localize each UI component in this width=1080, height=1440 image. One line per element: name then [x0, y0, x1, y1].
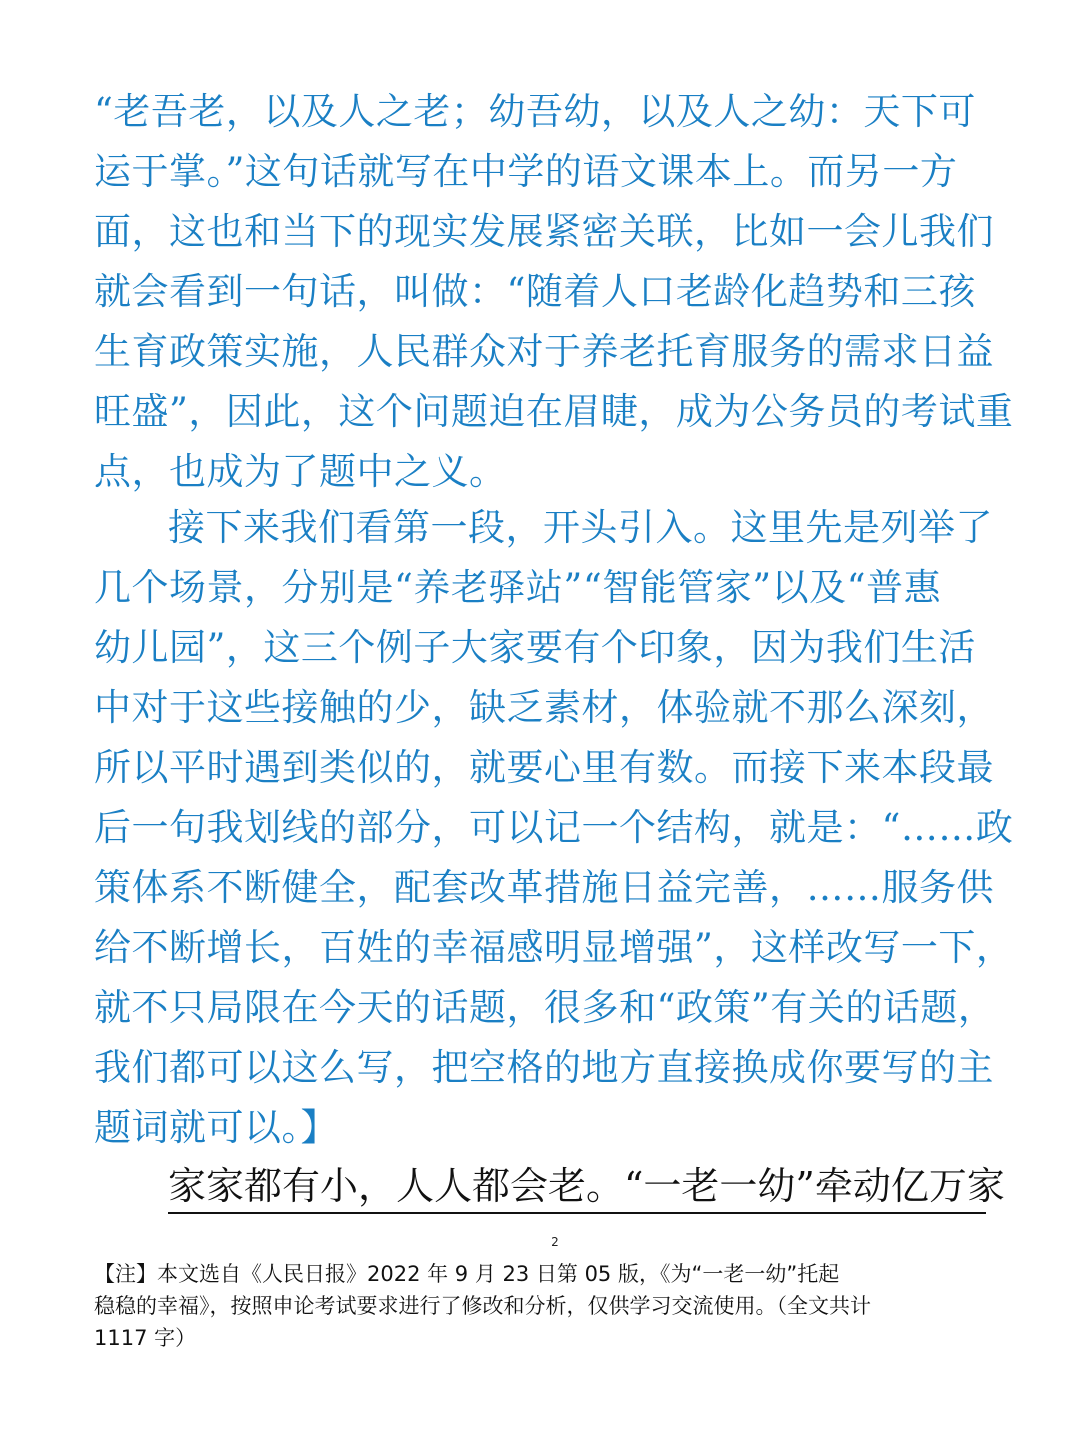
paragraph-line: 就会看到一句话，叫做：“随着人口老龄化趋势和三孩 — [94, 270, 976, 313]
paragraph-line: 几个场景，分别是“养老驿站”“智能管家”以及“普惠 — [94, 566, 942, 609]
paragraph-line: 点，也成为了题中之义。 — [94, 450, 507, 493]
paragraph-line: 后一句我划线的部分，可以记一个结构，就是：“……政 — [94, 806, 1014, 849]
paragraph-line: 中对于这些接触的少，缺乏素材，体验就不那么深刻， — [94, 686, 994, 729]
note-line: 1117 字） — [94, 1326, 197, 1350]
paragraph-line: 给不断增长，百姓的幸福感明显增强”，这样改写一下， — [94, 926, 1014, 969]
article-heading: 家家都有小，人人都会老。“一老一幼”牵动亿万家 — [168, 1160, 986, 1214]
paragraph-line: 旺盛”，因此，这个问题迫在眉睫，成为公务员的考试重 — [94, 390, 1014, 433]
paragraph-line: 生育政策实施，人民群众对于养老托育服务的需求日益 — [94, 330, 994, 373]
page-number: 2 — [551, 1235, 559, 1249]
paragraph-line: 接下来我们看第一段，开头引入。这里先是列举了 — [168, 506, 993, 549]
source-note — [94, 1258, 986, 1354]
analysis-paragraph-2 — [94, 498, 1014, 1158]
paragraph-line: 策体系不断健全，配套改革措施日益完善，……服务供 — [94, 866, 994, 909]
note-line: 【注】本文选自《人民日报》2022 年 9 月 23 日第 05 版，《为“一老一幼”托起 — [94, 1262, 840, 1286]
paragraph-line: 就不只局限在今天的话题，很多和“政策”有关的话题， — [94, 986, 996, 1029]
paragraph-line: 题词就可以。】 — [94, 1106, 338, 1149]
paragraph-line: “老吾老，以及人之老；幼吾幼，以及人之幼：天下可 — [94, 90, 976, 133]
paragraph-line: 运于掌。”这句话就写在中学的语文课本上。而另一方 — [94, 150, 958, 193]
note-line: 稳稳的幸福》，按照申论考试要求进行了修改和分析，仅供学习交流使用。（全文共计 — [94, 1294, 871, 1318]
paragraph-line: 幼儿园”，这三个例子大家要有个印象，因为我们生活 — [94, 626, 976, 669]
paragraph-line: 我们都可以这么写，把空格的地方直接换成你要写的主 — [94, 1046, 994, 1089]
paragraph-line: 所以平时遇到类似的，就要心里有数。而接下来本段最 — [94, 746, 994, 789]
analysis-paragraph-1 — [94, 82, 1014, 502]
paragraph-line: 面，这也和当下的现实发展紧密关联，比如一会儿我们 — [94, 210, 994, 253]
